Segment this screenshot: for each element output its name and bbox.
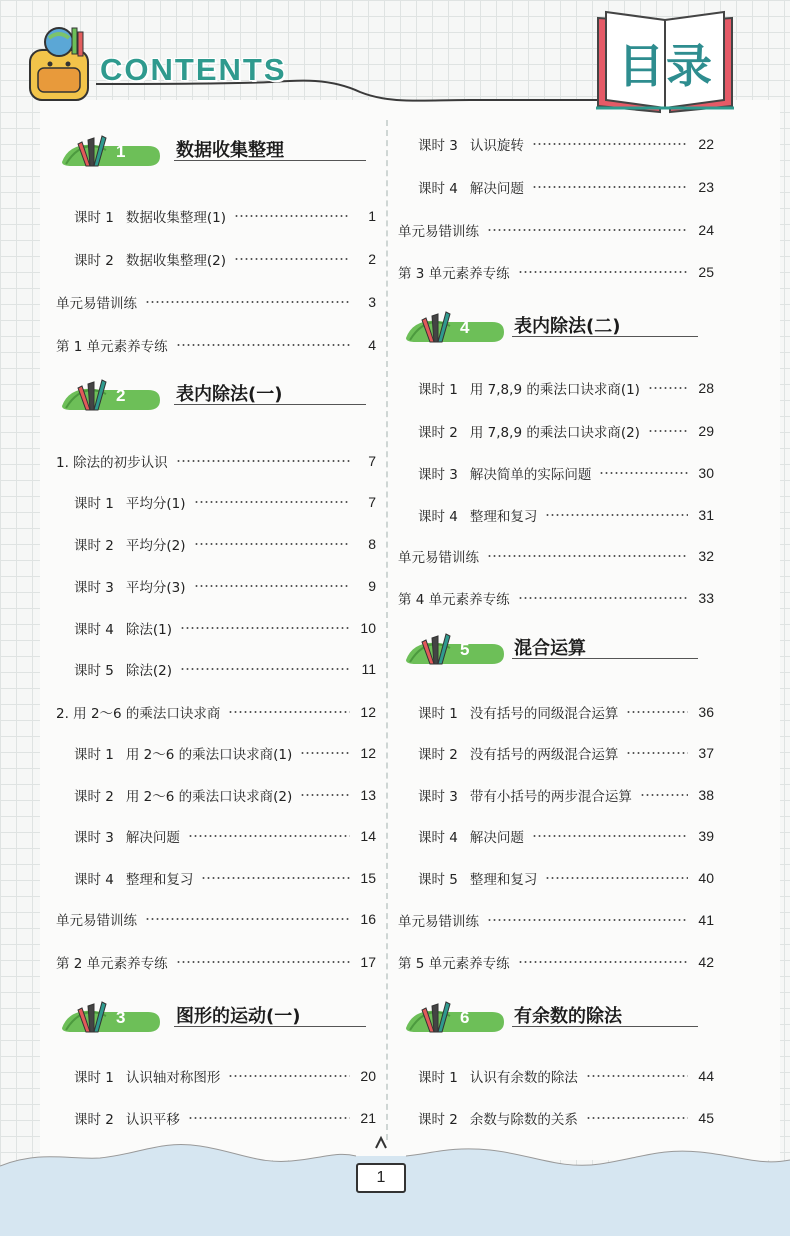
entry-label: 课时 2 — [74, 253, 114, 269]
entry-title: 解决问题 — [469, 830, 524, 846]
entry-page-number: 12 — [360, 704, 376, 720]
entry-label: 课时 2 — [418, 747, 458, 763]
entry-label: 课时 2 — [74, 538, 114, 554]
toc-section-entry[interactable] — [56, 335, 376, 355]
entry-label: 课时 2 — [418, 425, 458, 441]
entry-label: 课时 3 — [418, 138, 458, 154]
entry-title: 整理和复习 — [125, 872, 194, 888]
toc-section-entry[interactable] — [56, 952, 376, 972]
unit-badge-icon — [62, 376, 162, 414]
toc-section-entry[interactable] — [398, 220, 714, 240]
entry-page-number: 15 — [360, 870, 376, 886]
entry-title: 没有括号的同级混合运算 — [469, 706, 619, 722]
entry-title: 认识平移 — [125, 1112, 180, 1128]
unit-badge-icon — [62, 132, 162, 170]
entry-page-number: 9 — [368, 578, 376, 594]
toc-section-entry[interactable] — [398, 546, 714, 566]
dot-leader — [300, 752, 350, 754]
toc-lesson-entry[interactable] — [74, 492, 376, 512]
unit-number: 1 — [116, 142, 126, 161]
entry-page-number: 29 — [698, 423, 714, 439]
entry-title: 除法(1) — [125, 622, 173, 638]
entry-title: 用 7,8,9 的乘法口诀求商(1) — [469, 382, 640, 398]
entry-title: 余数与除数的关系 — [469, 1112, 578, 1128]
unit-number: 6 — [460, 1008, 470, 1027]
dot-leader — [626, 752, 688, 754]
entry-label: 课时 3 — [74, 580, 114, 596]
entry-label: 课时 4 — [418, 830, 458, 846]
entry-label: 课时 5 — [418, 872, 458, 888]
dot-leader — [201, 877, 350, 879]
entry-page-number: 11 — [361, 661, 376, 677]
entry-title: 认识旋转 — [469, 138, 524, 154]
entry-page-number: 1 — [368, 208, 376, 224]
unit-badge-icon — [406, 998, 506, 1036]
dot-leader — [518, 597, 688, 599]
entry-title: 用 7,8,9 的乘法口诀求商(2) — [469, 425, 640, 441]
entry-label: 课时 4 — [418, 509, 458, 525]
toc-lesson-entry[interactable] — [74, 249, 376, 269]
entry-page-number: 22 — [698, 136, 714, 152]
entry-page-number: 4 — [368, 337, 376, 353]
toc-lesson-entry[interactable] — [418, 134, 714, 154]
entry-label: 课时 1 — [74, 1070, 114, 1086]
entry-title: 数据收集整理(1) — [125, 210, 227, 226]
unit-heading[interactable] — [62, 998, 366, 1036]
entry-label: 课时 2 — [418, 1112, 458, 1128]
dot-leader — [145, 918, 350, 920]
entry-title: 整理和复习 — [469, 509, 538, 525]
unit-heading[interactable] — [406, 630, 698, 668]
entry-label: 课时 3 — [74, 830, 114, 846]
toc-lesson-entry[interactable] — [74, 1066, 376, 1086]
dot-leader — [532, 186, 688, 188]
toc-lesson-entry[interactable] — [418, 702, 714, 722]
school-bag-icon — [16, 22, 102, 108]
unit-badge-icon — [406, 630, 506, 668]
dot-leader — [176, 961, 350, 963]
entry-label: 2. 用 2～6 的乘法口诀求商 — [56, 706, 221, 722]
entry-page-number: 38 — [698, 787, 714, 803]
dot-leader — [532, 143, 688, 145]
entry-title: 数据收集整理(2) — [125, 253, 227, 269]
entry-title: 没有括号的两级混合运算 — [469, 747, 619, 763]
toc-lesson-entry[interactable] — [74, 206, 376, 226]
entry-title: 解决问题 — [125, 830, 180, 846]
toc-lesson-entry[interactable] — [418, 1108, 714, 1128]
entry-title: 除法(2) — [125, 663, 173, 679]
entry-page-number: 14 — [360, 828, 376, 844]
toc-lesson-entry[interactable] — [74, 576, 376, 596]
entry-title: 整理和复习 — [469, 872, 538, 888]
entry-label: 第 3 单元素养专练 — [398, 266, 510, 282]
entry-title: 平均分(1) — [125, 496, 186, 512]
toc-section-entry[interactable] — [56, 451, 376, 471]
entry-page-number: 36 — [698, 704, 714, 720]
entry-label: 第 5 单元素养专练 — [398, 956, 510, 972]
unit-underline — [512, 658, 698, 659]
toc-lesson-entry[interactable] — [418, 785, 714, 805]
entry-label: 单元易错训练 — [56, 296, 137, 312]
entry-page-number: 42 — [698, 954, 714, 970]
entry-page-number: 45 — [698, 1110, 714, 1126]
unit-title: 数据收集整理 — [176, 140, 284, 161]
dot-leader — [487, 555, 688, 557]
contents-title: CONTENTS — [100, 52, 287, 87]
entry-page-number: 37 — [698, 745, 714, 761]
dot-leader — [545, 514, 688, 516]
unit-heading[interactable] — [406, 998, 698, 1036]
toc-lesson-entry[interactable] — [74, 1108, 376, 1128]
dot-leader — [176, 460, 350, 462]
entry-page-number: 44 — [698, 1068, 714, 1084]
entry-page-number: 31 — [698, 507, 714, 523]
unit-badge-icon — [62, 998, 162, 1036]
unit-underline — [174, 404, 366, 405]
toc-lesson-entry[interactable] — [418, 1066, 714, 1086]
toc-lesson-entry[interactable] — [74, 868, 376, 888]
unit-number: 2 — [116, 386, 126, 405]
dot-leader — [228, 1075, 350, 1077]
toc-lesson-entry[interactable] — [74, 785, 376, 805]
unit-title: 表内除法(二) — [514, 316, 621, 337]
unit-underline — [174, 160, 366, 161]
dot-leader — [586, 1075, 688, 1077]
entry-label: 单元易错训练 — [398, 914, 479, 930]
entry-page-number: 7 — [368, 453, 376, 469]
entry-label: 课时 5 — [74, 663, 114, 679]
entry-page-number: 13 — [360, 787, 376, 803]
entry-page-number: 25 — [698, 264, 714, 280]
entry-label: 第 2 单元素养专练 — [56, 956, 168, 972]
entry-title: 解决简单的实际问题 — [469, 467, 592, 483]
toc-lesson-entry[interactable] — [418, 868, 714, 888]
dot-leader — [194, 585, 350, 587]
entry-title: 平均分(2) — [125, 538, 186, 554]
entry-page-number: 23 — [698, 179, 714, 195]
entry-title: 解决问题 — [469, 181, 524, 197]
toc-lesson-entry[interactable] — [418, 743, 714, 763]
dot-leader — [648, 430, 688, 432]
toc-section-entry[interactable] — [398, 262, 714, 282]
toc-lesson-entry[interactable] — [418, 505, 714, 525]
entry-label: 课时 2 — [74, 1112, 114, 1128]
toc-lesson-entry[interactable] — [418, 421, 714, 441]
dot-leader — [234, 215, 350, 217]
dot-leader — [518, 271, 688, 273]
unit-underline — [512, 336, 698, 337]
dot-leader — [532, 835, 688, 837]
mulu-title: 目录 — [618, 39, 714, 93]
entry-label: 单元易错训练 — [398, 224, 479, 240]
entry-title: 平均分(3) — [125, 580, 186, 596]
toc-section-entry[interactable] — [398, 952, 714, 972]
entry-page-number: 8 — [368, 536, 376, 552]
entry-page-number: 24 — [698, 222, 714, 238]
toc-section-entry[interactable] — [398, 588, 714, 608]
entry-label: 课时 4 — [418, 181, 458, 197]
entry-label: 单元易错训练 — [398, 550, 479, 566]
dot-leader — [586, 1117, 688, 1119]
dot-leader — [228, 711, 350, 713]
dot-leader — [599, 472, 688, 474]
entry-label: 课时 3 — [418, 789, 458, 805]
entry-page-number: 3 — [368, 294, 376, 310]
entry-page-number: 41 — [698, 912, 714, 928]
entry-label: 课时 4 — [74, 872, 114, 888]
entry-page-number: 28 — [698, 380, 714, 396]
page-number: 1 — [356, 1163, 406, 1193]
entry-page-number: 17 — [360, 954, 376, 970]
dot-leader — [194, 501, 350, 503]
dot-leader — [487, 229, 688, 231]
entry-title: 认识有余数的除法 — [469, 1070, 578, 1086]
entry-page-number: 20 — [360, 1068, 376, 1084]
entry-title: 带有小括号的两步混合运算 — [469, 789, 632, 805]
entry-page-number: 12 — [360, 745, 376, 761]
toc-lesson-entry[interactable] — [418, 463, 714, 483]
toc-section-entry[interactable] — [56, 702, 376, 722]
dot-leader — [180, 668, 350, 670]
unit-heading[interactable] — [62, 376, 366, 414]
entry-page-number: 39 — [698, 828, 714, 844]
toc-lesson-entry[interactable] — [418, 378, 714, 398]
entry-page-number: 40 — [698, 870, 714, 886]
entry-page-number: 10 — [360, 620, 376, 636]
toc-lesson-entry[interactable] — [74, 659, 376, 679]
entry-page-number: 21 — [360, 1110, 376, 1126]
entry-label: 第 1 单元素养专练 — [56, 339, 168, 355]
entry-label: 第 4 单元素养专练 — [398, 592, 510, 608]
dot-leader — [545, 877, 688, 879]
entry-page-number: 33 — [698, 590, 714, 606]
unit-title: 混合运算 — [514, 638, 586, 659]
entry-title: 认识轴对称图形 — [125, 1070, 221, 1086]
dot-leader — [300, 794, 350, 796]
toc-lesson-entry[interactable] — [418, 177, 714, 197]
entry-title: 用 2～6 的乘法口诀求商(2) — [125, 789, 293, 805]
unit-number: 3 — [116, 1008, 126, 1027]
entry-label: 课时 1 — [74, 747, 114, 763]
toc-lesson-entry[interactable] — [74, 618, 376, 638]
entry-page-number: 2 — [368, 251, 376, 267]
dot-leader — [180, 627, 350, 629]
unit-title: 有余数的除法 — [514, 1006, 622, 1027]
unit-heading[interactable] — [62, 132, 366, 170]
column-divider — [386, 120, 388, 1140]
unit-underline — [174, 1026, 366, 1027]
toc-section-entry[interactable] — [56, 292, 376, 312]
entry-label: 课时 1 — [418, 706, 458, 722]
toc-lesson-entry[interactable] — [418, 826, 714, 846]
dot-leader — [648, 387, 688, 389]
toc-lesson-entry[interactable] — [74, 743, 376, 763]
unit-heading[interactable] — [406, 308, 698, 346]
entry-page-number: 32 — [698, 548, 714, 564]
entry-label: 课时 1 — [418, 382, 458, 398]
toc-lesson-entry[interactable] — [74, 826, 376, 846]
dot-leader — [640, 794, 688, 796]
unit-title: 图形的运动(一) — [176, 1006, 301, 1027]
toc-section-entry[interactable] — [56, 909, 376, 929]
entry-label: 单元易错训练 — [56, 913, 137, 929]
entry-label: 课时 1 — [74, 210, 114, 226]
dot-leader — [145, 301, 350, 303]
entry-label: 课时 4 — [74, 622, 114, 638]
entry-label: 课时 3 — [418, 467, 458, 483]
entry-label: 课时 1 — [74, 496, 114, 512]
unit-number: 5 — [460, 640, 470, 659]
toc-lesson-entry[interactable] — [74, 534, 376, 554]
unit-number: 4 — [460, 318, 470, 337]
entry-page-number: 16 — [360, 911, 376, 927]
dot-leader — [487, 919, 688, 921]
toc-section-entry[interactable] — [398, 910, 714, 930]
entry-title: 用 2～6 的乘法口诀求商(1) — [125, 747, 293, 763]
dot-leader — [626, 711, 688, 713]
dot-leader — [234, 258, 350, 260]
dot-leader — [194, 543, 350, 545]
entry-page-number: 7 — [368, 494, 376, 510]
entry-page-number: 30 — [698, 465, 714, 481]
entry-label: 课时 1 — [418, 1070, 458, 1086]
entry-label: 1. 除法的初步认识 — [56, 455, 168, 471]
unit-badge-icon — [406, 308, 506, 346]
dot-leader — [176, 344, 350, 346]
unit-title: 表内除法(一) — [176, 384, 283, 405]
dot-leader — [188, 1117, 350, 1119]
entry-label: 课时 2 — [74, 789, 114, 805]
unit-underline — [512, 1026, 698, 1027]
dot-leader — [518, 961, 688, 963]
dot-leader — [188, 835, 350, 837]
